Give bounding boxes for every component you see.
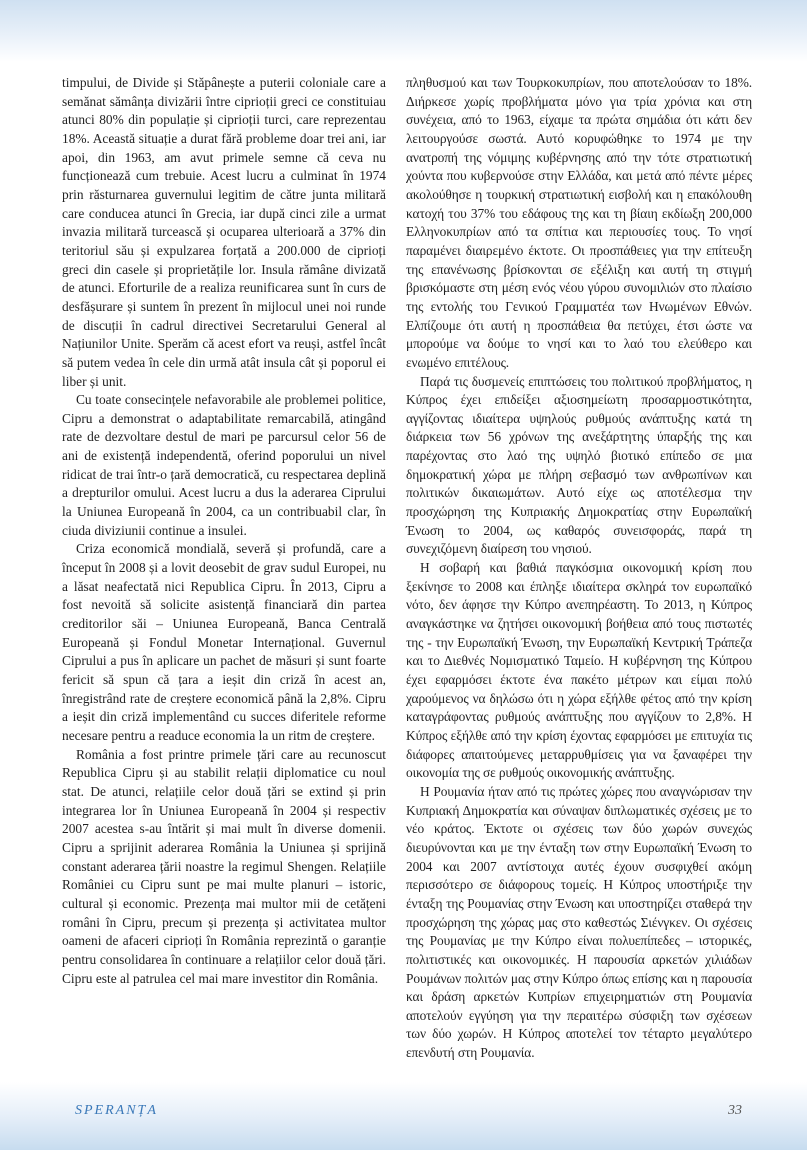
paragraph: Η σοβαρή και βαθιά παγκόσμια οικονομική κρίση που ξεκίνησε το 2008 και έπληξε ιδιαίτερα σκληρά τον ευρωπαϊκό νότο, δεν άφησε την Κύπρο ανεπηρέαστη. Το 2013, η Κύπρος αναγκάστηκε να ζητήσει οικονομική βοήθεια από τους πιστωτές της - την Ευρωπαϊκή Ένωση, την Ευρωπαϊκή Κεντρική Τράπεζα και το Διεθνές Νομισματικό Ταμείο. Η κυβέρνηση της Κύπρου έχει εφαρμόσει έκτοτε ένα πακέτο μέτρων και είμαι πολύ χαρούμενος να δηλώσω ότι η χώρα εξήλθε φέτος από την κρίση καταγράφοντας ρυθμούς ανάπτυξης που αγγίζουν το 2,8%. Η Κύπρος εξήλθε από την κρίση έχοντας εφαρμόσει με επιτυχία τις διάφορες απαιτούμενες μεταρρυθμίσεις για να ξαναφέρει την οικονομία της σε ρυθμούς οικονομικής ανάπτυξης. xyxy=(406,560,752,781)
paragraph: πληθυσμού και των Τουρκοκυπρίων, που αποτελούσαν το 18%. Διήρκεσε χωρίς προβλήματα μόνο για τρία χρόνια και στη συνέχεια, από το 1963, είχαμε τα πρώτα σημάδια ότι κάτι δεν λειτουργούσε σωστά. Αυτό κορυφώθηκε το 1974 με την ανατροπή της νόμιμης κυβέρνησης από την τότε στρατιωτική χούντα που κυβερνούσε στην Ελλάδα, και μετά από πέντε μέρες ακολούθησε η τουρκική στρατιωτική εισβολή και η επακόλουθη κατοχή του 37% του εδάφους της και τη βίαιη εκδίωξη 200,000 Ελληνοκυπρίων από τα σπίτια και περιουσίες τους. Το νησί παραμένει διαιρεμένο έκτοτε. Οι προσπάθειες για την επίτευξη της επανένωσης βρίσκονται σε εξέλιξη και αυτή τη στιγμή βρισκόμαστε στη μέση ενός νέου γύρου συνομιλιών στο πλαίσιο της εντολής του Γενικού Γραμματέα των Ηνωμένων Εθνών. Ελπίζουμε ότι αυτή η προσπάθεια θα πετύχει, έτσι ώστε να μπορούμε να δούμε το νησί και το λαό του ελεύθερο και ενωμένο επιτέλους. xyxy=(406,75,752,370)
paragraph: Cu toate consecințele nefavorabile ale problemei politice, Cipru a demonstrat o adaptabilitate remarcabilă, atingând rate de dezvoltare destul de mari pe parcursul celor 56 de ani de existență independentă, oferind poporului un nivel ridicat de trai într-o țară democratică, cu respectarea deplină a drepturilor omului. Acest lucru a dus la aderarea Ciprului la Uniunea Europeană în 2004, ca un contribuabil clar, în ciuda diviziunii continue a insulei. xyxy=(62,392,386,538)
romanian-text-column xyxy=(62,74,386,988)
paragraph: România a fost printre primele țări care au recunoscut Republica Cipru și au stabilit relații diplomatice cu noul stat. De atunci, relațiile celor două țări se extind și prin integrarea lor în Uniunea Europeană în 2004 și respectiv 2007 acestea s-au întărit și mai mult în diverse domenii. Cipru a sprijinit aderarea România la Uniunea și sprijină constant aderarea țării noastre la regimul Shengen. Relațiile României cu Cipru sunt pe mai multe planuri – istoric, cultural și economic. Prezența mai multor mii de cetățeni români în Cipru, precum și prezența și activitatea multor oameni de afaceri ciprioți în România reprezintă o garanție pentru consolidarea în continuare a relațiilor celor două țări. Cipru este al patrulea cel mai mare investitor din România. xyxy=(62,746,386,986)
greek-text-column xyxy=(406,74,752,1063)
publication-title: SPERANȚA xyxy=(75,1103,158,1118)
paragraph: timpului, de Divide și Stăpânește a puterii coloniale care a semănat sămânța divizării între ciprioții greci ce constituiau atunci 80% din populație și ciprioții turci, care reprezentau 18%. Această situație a durat fără probleme doar trei ani, iar apoi, din 1963, am avut primele semne că ceva nu funcționează cum trebuie. Acest lucru a culminat în 1974 prin răsturnarea guvernului legitim de către junta militară care conducea atunci în Grecia, iar după cinci zile a urmat invazia militară turcească și ocuparea ulterioară a 37% din teritoriul său și expulzarea forțată a 200.000 de ciprioți greci din casele și proprietățile lor. Insula rămâne divizată de atunci. Eforturile de a realiza reunificarea sunt în curs de desfășurare și suntem în prezent în mijlocul unei noi runde de discuții în cadrul directivei Secretarului General al Națiunilor Unite. Sperăm că acest efort va reuși, astfel încât să putem vedea în cele din urmă atât insula cât și poporul ei liber și unit. xyxy=(62,75,386,389)
paragraph: Criza economică mondială, severă și profundă, care a început în 2008 și a lovit deosebit de grav sudul Europei, nu a lăsat neafectată nici Republica Cipru. În 2013, Cipru a fost nevoită să solicite asistență financiară din partea creditorilor săi – Uniunea Europeană, Banca Centrală Europeană și Fondul Monetar Internațional. Guvernul Ciprului a pus în aplicare un pachet de măsuri și sunt foarte fericit să spun că țara a ieșit din criză în acest an, înregistrând rate de creștere economică până la 2,8%. Cipru a ieșit din criză implementând cu succes diferitele reforme necesare pentru a readuce economia la un ritm de creștere. xyxy=(62,541,386,743)
page-number: 33 xyxy=(728,1103,742,1118)
header-decoration xyxy=(0,0,807,62)
paragraph: Η Ρουμανία ήταν από τις πρώτες χώρες που αναγνώρισαν την Κυπριακή Δημοκρατία και σύναψαν διπλωματικές σχέσεις με το νέο κράτος. Έκτοτε οι σχέσεις των δύο χωρών συνεχώς διευρύνονται και με την ένταξη των στην Ευρωπαϊκή Ένωση το 2004 και 2007 αντίστοιχα αυτές έχουν συσφιχθεί ακόμη περισσότερο σε διάφορους τομείς. Η Κύπρος υποστήριξε την ένταξη της Ρουμανίας στην Ένωση και υποστηρίζει σταθερά την προσχώρηση της χώρας μας στο καθεστώς Σιένγκεν. Οι σχέσεις της Ρουμανίας με την Κύπρο είναι πολυεπίπεδες – ιστορικές, πολιτιστικές και οικονομικές. Η παρουσία αρκετών χιλιάδων Ρουμάνων πολιτών μας στην Κύπρο όπως επίσης και η παρουσία και δράση αρκετών Κυπρίων επιχειρηματιών στη Ρουμανία αποτελούν εγγύηση για την περαιτέρω σύσφιξη των σχέσεων των δύο χωρών. Η Κύπρος αποτελεί τον τέταρτο μεγαλύτερο επενδυτή στη Ρουμανία. xyxy=(406,783,752,1061)
paragraph: Παρά τις δυσμενείς επιπτώσεις του πολιτικού προβλήματος, η Κύπρος έχει επιδείξει αξιοσημείωτη προσαρμοστικότητα, αγγίζοντας ιδιαίτερα υψηλούς ρυθμούς ανάπτυξης κατά τη διάρκεια των 56 χρόνων της ανεξάρτητης ύπαρξής της και παρέχοντας στο λαό της υψηλό βιοτικό επίπεδο σε μια δημοκρατική χώρα με πλήρη σεβασμό των ανθρωπίνων και πολιτικών δικαιωμάτων. Αυτό είχε ως αποτέλεσμα την προσχώρηση της Κυπριακής Δημοκρατίας στην Ευρωπαϊκή Ένωση το 2004, ως καθαρός συνεισφοράς, παρά τη συνεχιζόμενη διαίρεση του νησιού. xyxy=(406,373,752,557)
